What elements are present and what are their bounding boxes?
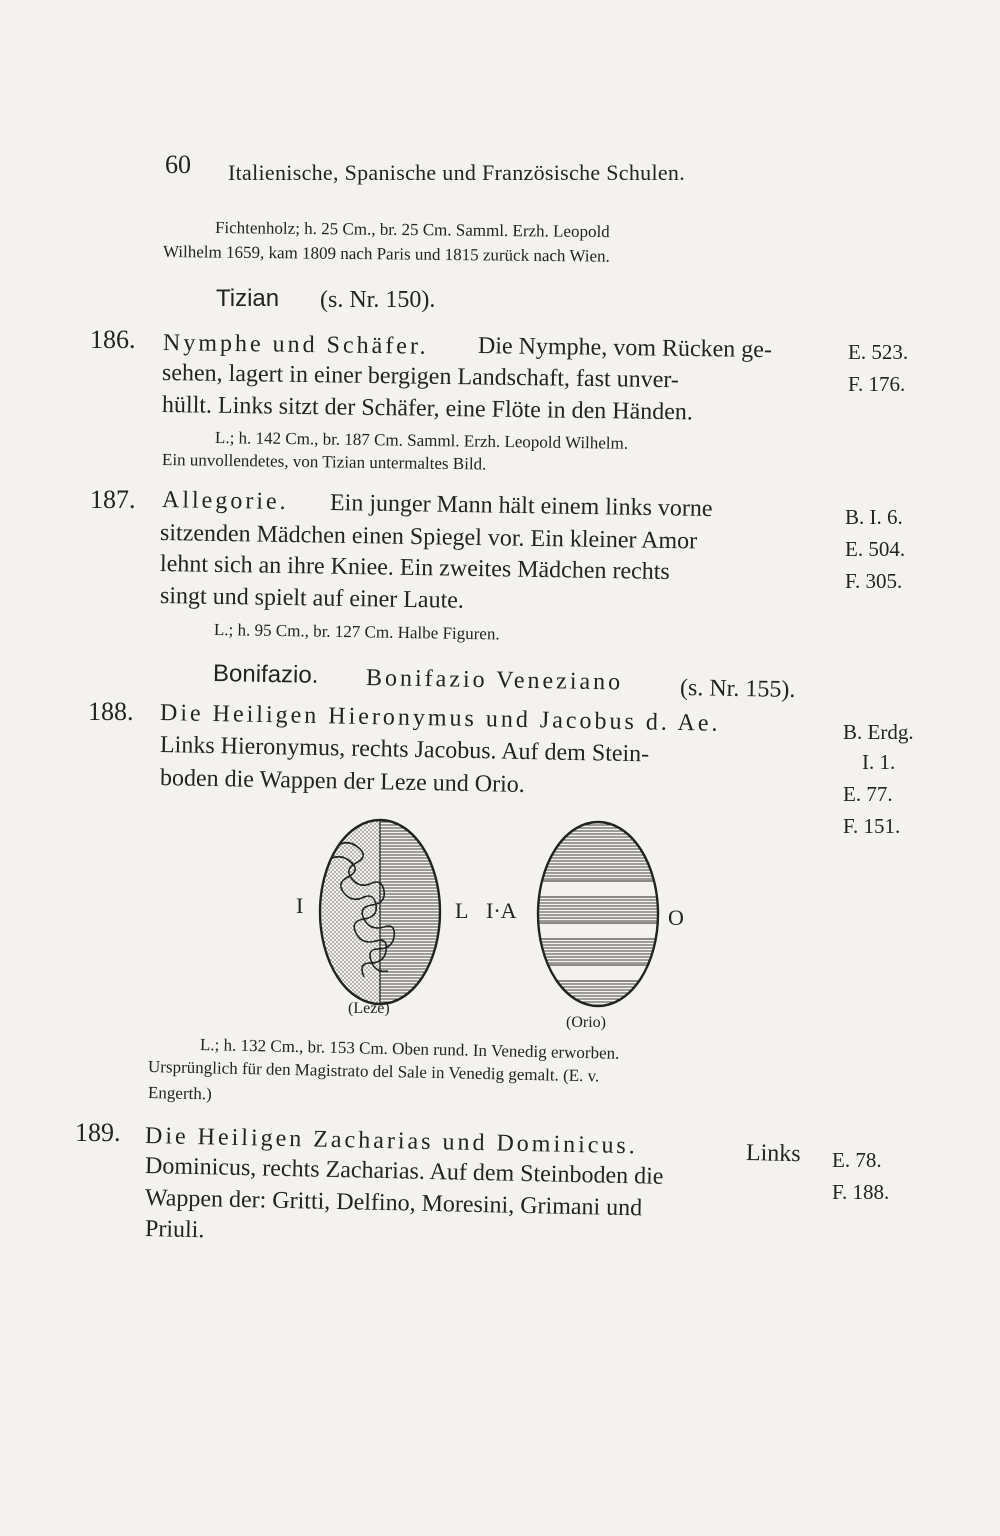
catalog-ref: E. 523. <box>848 340 909 364</box>
note-line: L.; h. 95 Cm., br. 127 Cm. Halbe Figuren. <box>213 620 500 644</box>
entry-title: Allegorie. <box>161 487 289 515</box>
note-line: Ursprünglich für den Magistrato del Sale in Venedig gemalt. (E. v. <box>147 1057 600 1086</box>
figure-letter: I·A <box>486 898 517 923</box>
entry-text: Wappen der: Gritti, Delfino, Moresini, Grimani und <box>144 1185 643 1222</box>
entry-number: 189. <box>75 1118 121 1147</box>
entry-title: Die Heiligen Hieronymus und Jacobus d. Ae. <box>159 700 721 737</box>
entry-title: Nymphe und Schäfer. <box>162 330 429 360</box>
entry-text: Links <box>745 1140 801 1168</box>
catalog-ref: E. 78. <box>832 1148 882 1172</box>
entry-number: 186. <box>90 325 136 354</box>
entry-text: Links Hieronymus, rechts Jacobus. Auf dem Stein- <box>159 732 650 768</box>
entry-text: hüllt. Links sitzt der Schäfer, eine Flöte in den Händen. <box>161 392 694 426</box>
entry-text: sitzenden Mädchen einen Spiegel vor. Ein kleiner Amor <box>159 520 698 555</box>
catalog-ref: F. 151. <box>843 814 901 838</box>
catalog-ref: B. I. 6. <box>845 505 903 529</box>
entry-text: singt und spielt auf einer Laute. <box>159 583 465 614</box>
entry-text: Dominicus, rechts Zacharias. Auf dem Steinboden die <box>144 1153 664 1190</box>
note-line: L.; h. 132 Cm., br. 153 Cm. Oben rund. In Venedig erworben. <box>199 1035 620 1063</box>
note-line: Engerth.) <box>147 1083 212 1104</box>
entry-text: Ein junger Mann hält einem links vorne <box>329 490 713 523</box>
catalog-ref: F. 176. <box>848 372 906 396</box>
entry-text: Die Nymphe, vom Rücken ge- <box>477 333 773 364</box>
page-number: 60 <box>165 150 191 179</box>
figure-letter: O <box>668 905 684 930</box>
entry-number: 188. <box>88 697 134 726</box>
catalog-ref: B. Erdg. <box>843 720 914 744</box>
catalog-ref: F. 188. <box>832 1180 890 1204</box>
artist-ref: (s. Nr. 155). <box>679 675 796 704</box>
note-line: Ein unvollendetes, von Tizian untermaltes Bild. <box>161 450 487 474</box>
entry-text: lehnt sich an ihre Kniee. Ein zweites Mädchen rechts <box>159 551 670 586</box>
artist-name: Tizian <box>216 285 280 312</box>
catalog-ref: I. 1. <box>862 750 896 774</box>
orio-shield-icon <box>536 820 660 1010</box>
leze-shield-icon <box>318 818 442 1008</box>
shield-label: (Orio) <box>566 1014 606 1031</box>
catalog-ref: F. 305. <box>845 569 903 593</box>
note-line: L.; h. 142 Cm., br. 187 Cm. Samml. Erzh. Leopold Wilhelm. <box>214 428 629 453</box>
entry-number: 187. <box>90 485 136 514</box>
shield-label: (Leze) <box>348 1000 390 1017</box>
figure-letter: I <box>296 893 304 918</box>
running-title: Italienische, Spanische und Französische Schulen. <box>228 160 686 185</box>
figure-letter: L <box>455 898 469 923</box>
artist-name: Bonifazio. <box>212 660 319 689</box>
entry-text: Priuli. <box>144 1216 205 1244</box>
note-line: Wilhelm 1659, kam 1809 nach Paris und 1815 zurück nach Wien. <box>162 242 610 266</box>
entry-text: boden die Wappen der Leze und Orio. <box>159 765 526 799</box>
note-line: Fichtenholz; h. 25 Cm., br. 25 Cm. Samml. Erzh. Leopold <box>214 218 610 242</box>
catalog-ref: E. 77. <box>843 782 893 806</box>
entry-title: Die Heiligen Zacharias und Dominicus. <box>144 1123 639 1160</box>
entry-text: sehen, lagert in einer bergigen Landschaft, fast unver- <box>161 360 680 394</box>
catalog-ref: E. 504. <box>845 537 906 561</box>
artist-ref: (s. Nr. 150). <box>320 287 436 313</box>
artist-fullname: Bonifazio Veneziano <box>365 665 624 696</box>
